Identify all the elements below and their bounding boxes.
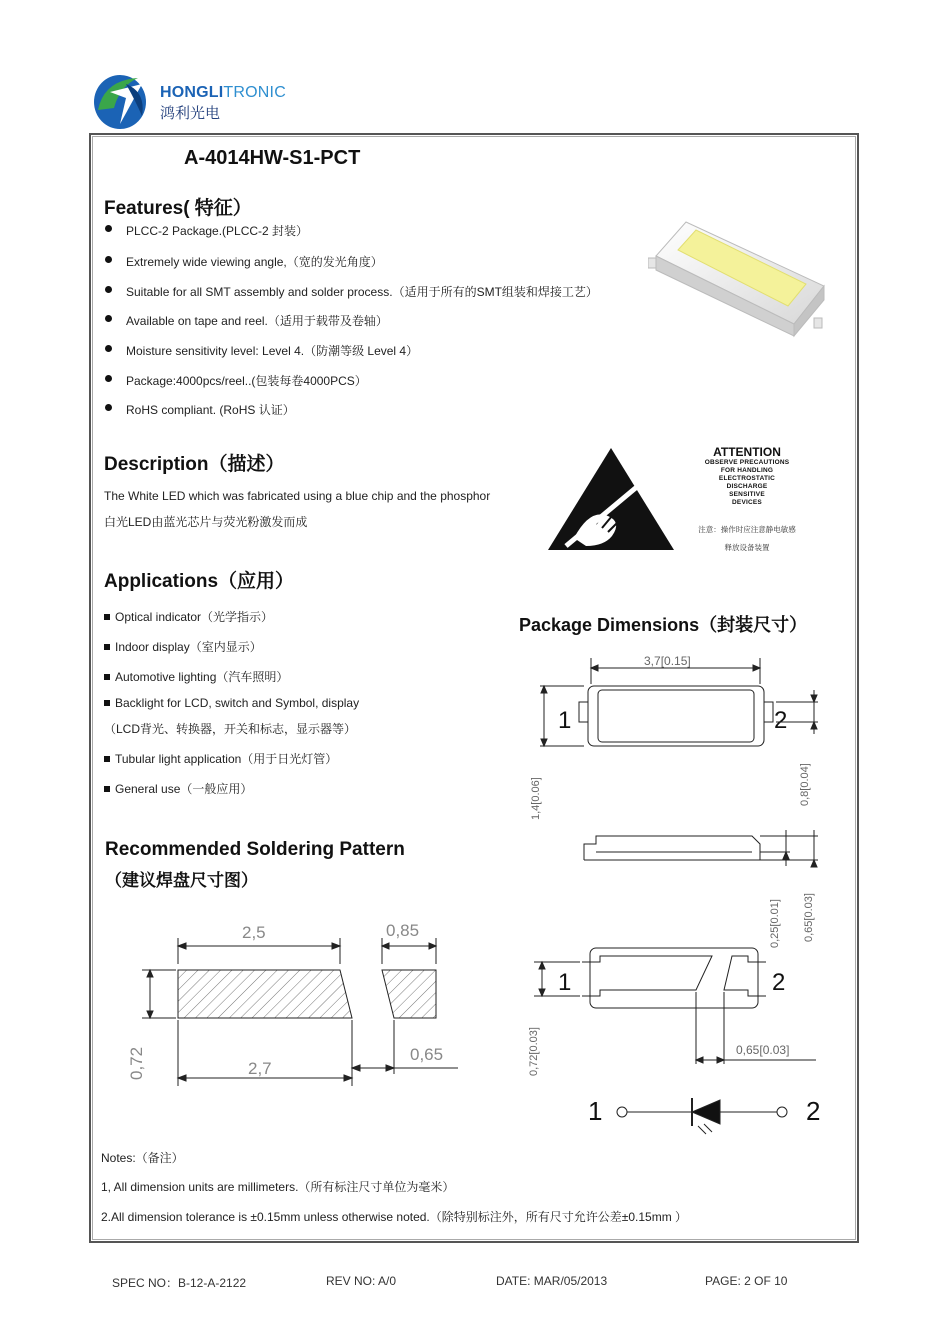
- feature-item: Available on tape and reel.（适用于载带及卷轴）: [126, 312, 388, 329]
- logo-brand-cn: 鸿利光电: [160, 105, 221, 122]
- description-line-cn: 白光LED由蓝光芯片与荧光粉激发而成: [104, 515, 308, 529]
- feature-item: Package:4000pcs/reel..(包装每卷4000PCS）: [126, 372, 367, 389]
- dim-height-label: 0,72: [127, 1046, 146, 1080]
- dim-top-right-label: 0,85: [386, 921, 420, 940]
- attention-cn: 注意：操作时应注意静电敏感: [698, 525, 796, 534]
- dim-thick1-label: 0,25[0.01]: [769, 899, 781, 948]
- attention-text: OBSERVE PRECAUTIONS FOR HANDLING ELECTROSTATIC DISCHARGE SENSITIVE DEVICES: [704, 459, 790, 506]
- application-item: Indoor display（室内显示）: [104, 638, 262, 655]
- dim-gap-label: 0,65: [410, 1045, 444, 1064]
- features-title: Features( 特征）: [104, 198, 252, 219]
- diode-pin2-label: 2: [806, 1096, 821, 1126]
- soldering-title: Recommended Soldering Pattern: [105, 839, 405, 860]
- description-title: Description（描述）: [104, 454, 285, 475]
- esd-warning-icon: [546, 446, 676, 552]
- soldering-pattern-drawing: [118, 914, 478, 1094]
- soldering-title-cn: （建议焊盘尺寸图）: [105, 871, 258, 890]
- footer-rev-no: REV NO: A/0: [326, 1274, 397, 1288]
- application-item: Automotive lighting（汽车照明）: [104, 668, 288, 685]
- package-dimensions-title: Package Dimensions（封装尺寸）: [519, 615, 808, 635]
- applications-title: Applications（应用）: [104, 571, 295, 592]
- application-item-cn: （LCD背光、转换器，开关和标志，显示器等）: [104, 722, 357, 736]
- dim-width-label: 3,7[0.15]: [644, 654, 691, 668]
- dim-thick2-label: 0,65[0.03]: [803, 893, 815, 942]
- pin1-bottom-label: 1: [558, 969, 572, 996]
- feature-item: Moisture sensitivity level: Level 4.（防潮等级 Level 4）: [126, 342, 418, 359]
- footer-page: PAGE: 2 OF 10: [705, 1274, 788, 1288]
- pin2-bottom-label: 2: [772, 969, 786, 996]
- pin1-label: 1: [558, 707, 572, 734]
- attention-title: ATTENTION: [713, 445, 781, 459]
- dim-bottom-label: 2,7: [248, 1059, 272, 1078]
- notes-title: Notes:（备注）: [101, 1151, 184, 1165]
- dim-bottom-label: 0,65[0.03]: [736, 1043, 790, 1057]
- dim-pad-label: 0,8[0.04]: [799, 763, 811, 806]
- attention-cn: 释放设备装置: [724, 543, 770, 552]
- feature-item: Suitable for all SMT assembly and solder process.（适用于所有的SMT组装和焊接工艺）: [126, 283, 598, 300]
- package-dimension-drawing: [520, 640, 840, 1140]
- company-logo-icon: [90, 72, 154, 130]
- led-product-image: [648, 214, 828, 344]
- footer-date: DATE: MAR/05/2013: [496, 1274, 608, 1288]
- dim-height-label: 1,4[0.06]: [530, 777, 542, 820]
- dim-side-label: 0,72[0.03]: [528, 1027, 540, 1076]
- application-item: Tubular light application（用于日光灯管）: [104, 750, 337, 767]
- footer-spec-no: SPEC NO：B-12-A-2122: [112, 1276, 247, 1290]
- dim-top-label: 2,5: [242, 923, 266, 942]
- logo-brand: HONGLITRONIC: [160, 84, 286, 101]
- application-item: Optical indicator（光学指示）: [104, 608, 273, 625]
- pin2-label: 2: [774, 707, 788, 734]
- application-item: General use（一般应用）: [104, 780, 252, 797]
- note-item: 1, All dimension units are millimeters.（所有标注尺寸单位为毫米）: [101, 1180, 455, 1194]
- feature-item: PLCC-2 Package.(PLCC-2 封装）: [126, 222, 308, 239]
- note-item: 2.All dimension tolerance is ±0.15mm unless otherwise noted.（除特别标注外，所有尺寸允许公差±0.15mm ）: [101, 1210, 688, 1224]
- part-number: A-4014HW-S1-PCT: [184, 147, 361, 169]
- description-line: The White LED which was fabricated using a blue chip and the phosphor: [104, 489, 491, 503]
- feature-item: RoHS compliant. (RoHS 认证）: [126, 401, 295, 418]
- application-item: Backlight for LCD, switch and Symbol, display: [104, 696, 359, 710]
- feature-item: Extremely wide viewing angle,（宽的发光角度）: [126, 253, 383, 270]
- diode-pin1-label: 1: [588, 1096, 603, 1126]
